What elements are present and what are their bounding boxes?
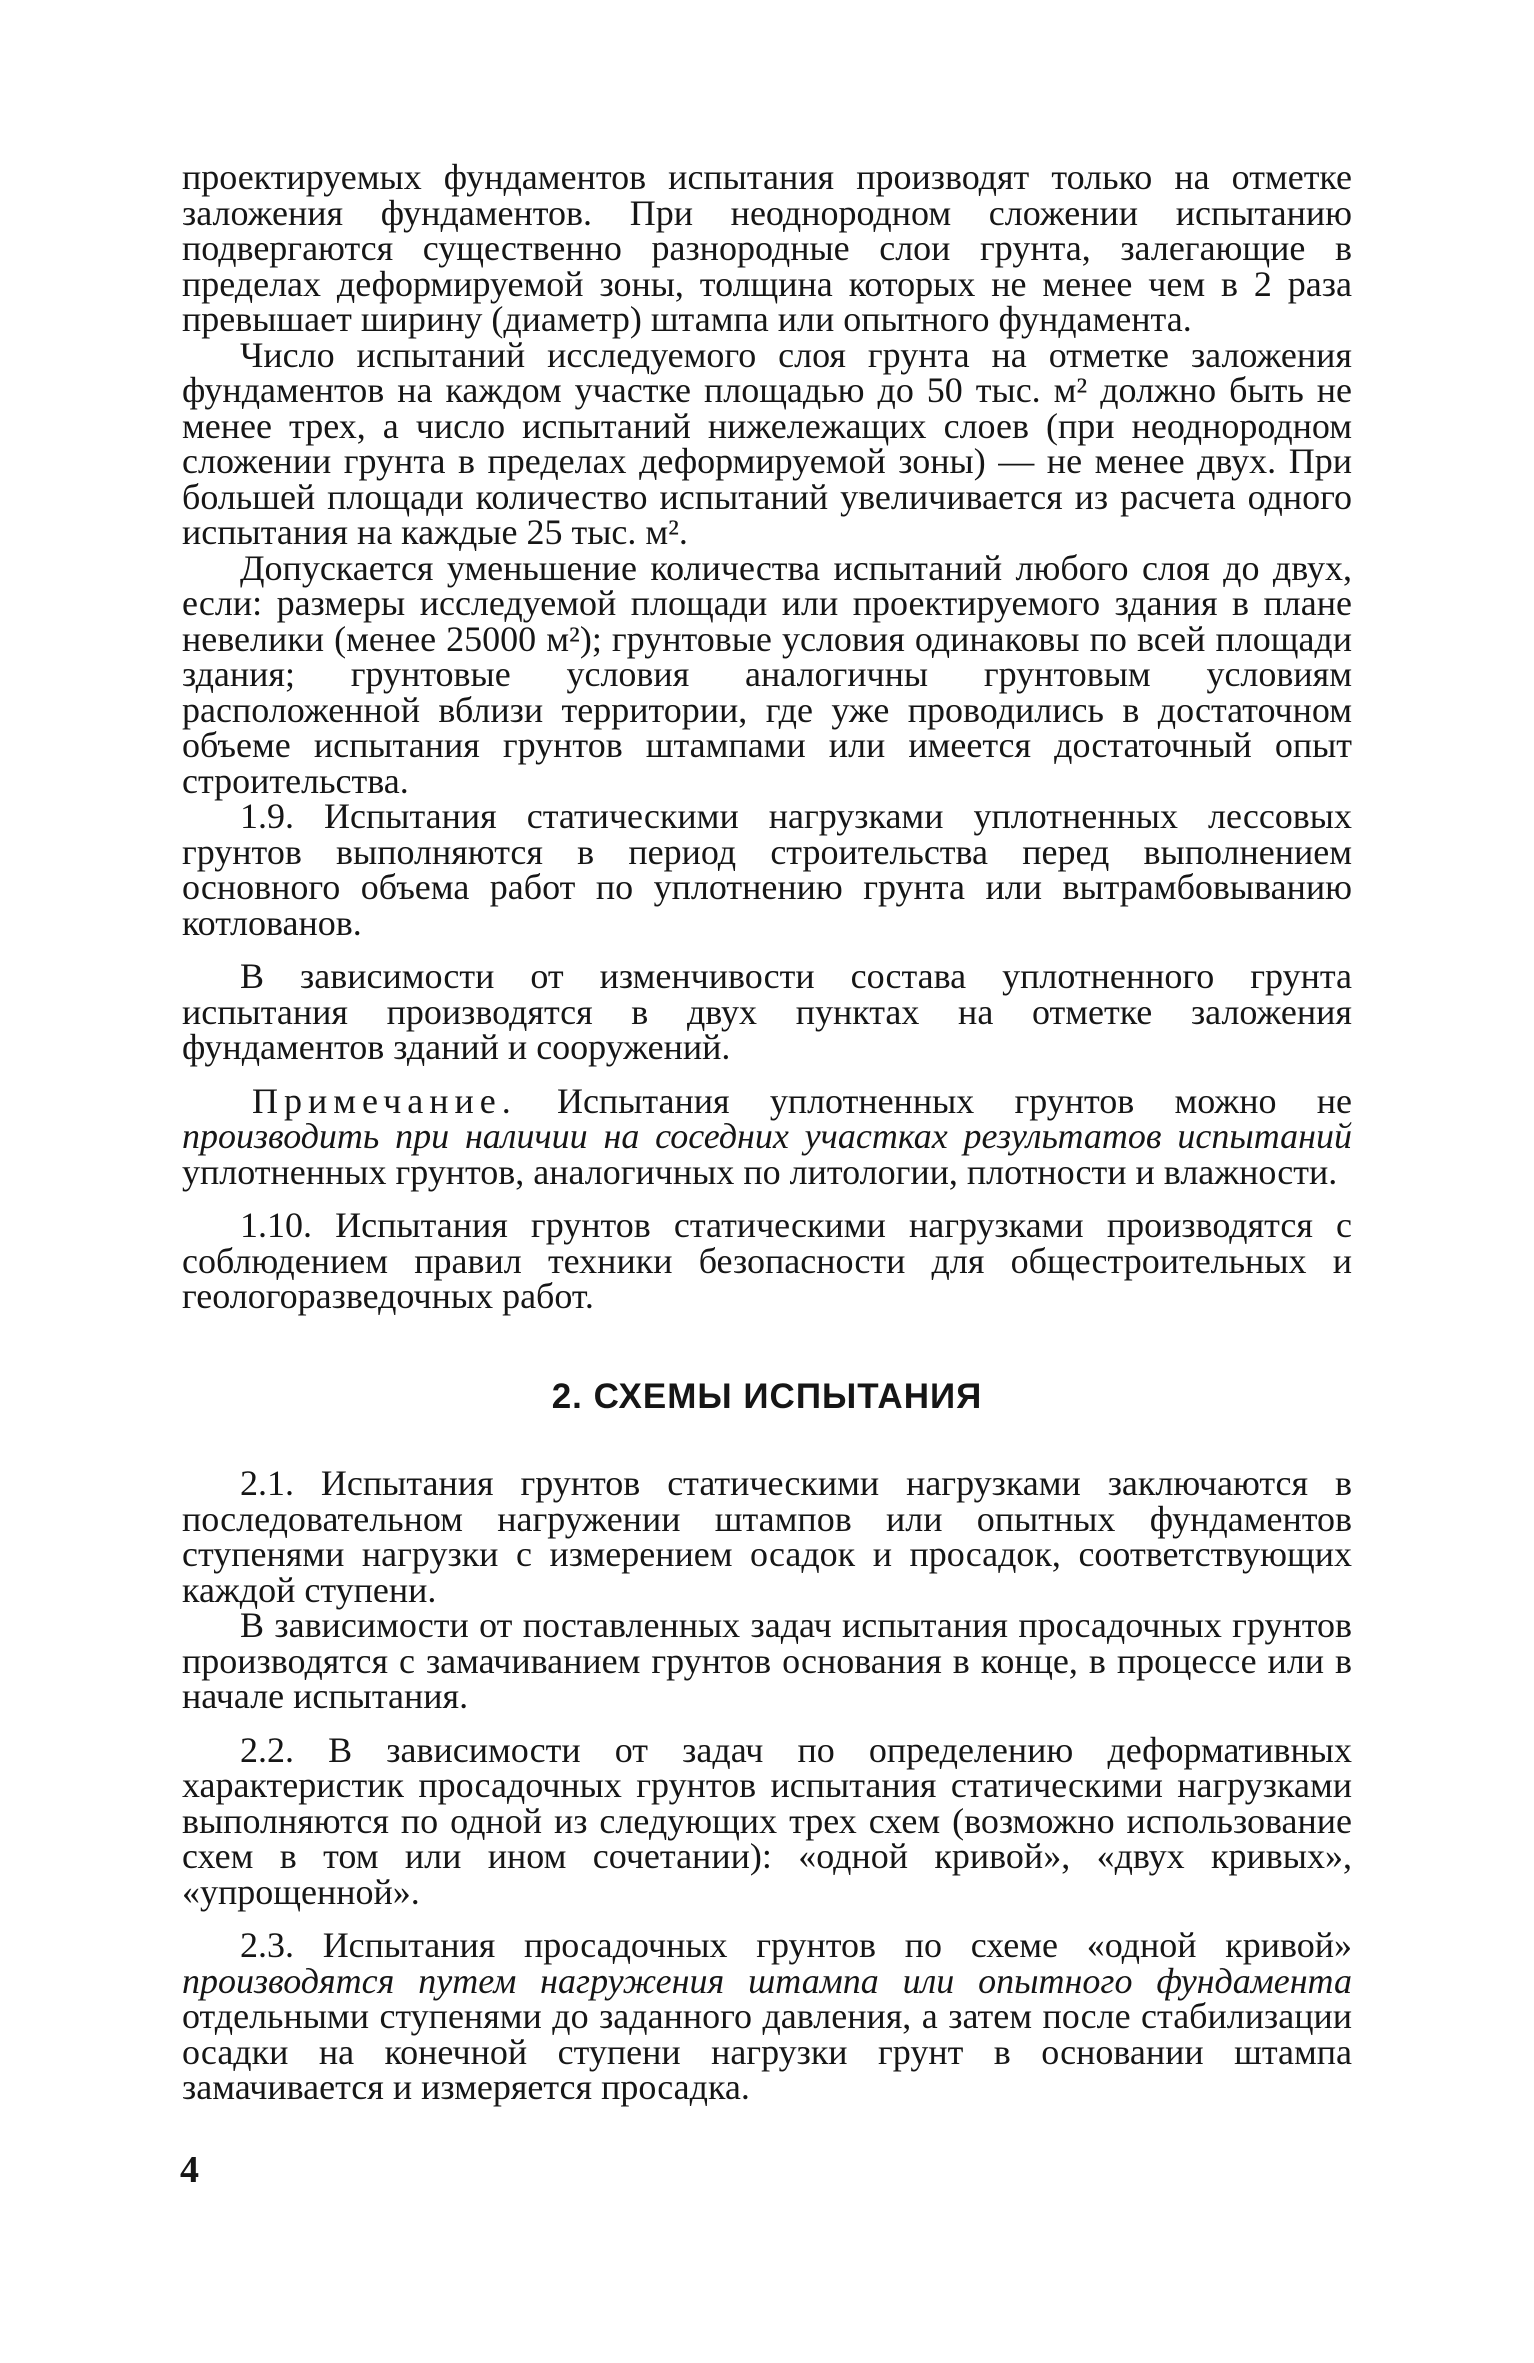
paragraph-test-count: Число испытаний исследуемого слоя грунта на отметке заложения фундаментов на каждом участке площадью до 50 тыс. м² должно быть не менее трех, а число испытаний нижележащих слоев (при неоднородном сложении грунта в пределах деформируемой зоны) — не менее двух. При большей площади количество испытаний увеличивается из расчета одного испытания на каждые 25 тыс. м².	[182, 334, 1352, 552]
section-heading: 2. СХЕМЫ ИСПЫТАНИЯ	[551, 1376, 983, 1416]
paragraph-2-3-rest: отдельными ступенями до заданного давления, а затем после стабилизации осадки на конечной ступени нагрузки грунт в основании штампа замачивается и измеряется просадка.	[182, 1996, 1352, 2107]
note-paragraph	[182, 1080, 1352, 1192]
paragraph-1-9: 1.9. Испытания статическими нагрузками уплотненных лессовых грунтов выполняются в период строительства перед выполнением основного объема работ по уплотнению грунта или вытрамбовыванию котлованов.	[182, 796, 1352, 943]
paragraph-wetting: В зависимости от поставленных задач испытания просадочных грунтов производятся с замачиванием грунтов основания в конце, в процессе или в начале испытания.	[182, 1605, 1352, 1716]
paragraph-2-3	[182, 1925, 1352, 2107]
paragraph-continuation: проектируемых фундаментов испытания производят только на отметке заложения фундаментов. При неоднородном сложении испытанию подвергаются существенно разнородные слои грунта, залегающие в пределах деформируемой зоны, толщина которых не менее чем в 2 раза превышает ширину (диаметр) штампа или опытного фундамента.	[182, 157, 1352, 339]
document-page	[182, 157, 1352, 2107]
note-text-italic: производить при наличии на соседних участках результатов испытаний	[182, 1116, 1352, 1156]
paragraph-2-3-italic: производятся путем нагружения штампа или опытного фундамента	[182, 1960, 1352, 2001]
note-text-rest: уплотненных грунтов, аналогичных по литологии, плотности и влажности.	[182, 1151, 1338, 1192]
page-number: 4	[180, 2149, 199, 2191]
note-text-upright: Испытания уплотненных грунтов можно не	[516, 1080, 1352, 1121]
paragraph-compacted-soil: В зависимости от изменчивости состава уплотненного грунта испытания производятся в двух пунктах на отметке заложения фундаментов зданий и сооружений.	[182, 956, 1352, 1067]
paragraph-2-3-start: 2.3. Испытания просадочных грунтов по схеме «одной кривой»	[240, 1925, 1352, 1965]
paragraph-2-2: 2.2. В зависимости от задач по определению деформативных характеристик просадочных грунтов испытания статическими нагрузками выполняются по одной из следующих трех схем (возможно использование схем в том или ином сочетании): «одной кривой», «двух кривых», «упрощенной».	[182, 1729, 1352, 1912]
paragraph-reduction-allowed: Допускается уменьшение количества испытаний любого слоя до двух, если: размеры исследуемой площади или проектируемого здания в плане невелики (менее 25000 м²); грунтовые условия одинаковы по всей площади здания; грунтовые условия аналогичны грунтовым условиям расположенной вблизи территории, где уже проводились в достаточном объеме испытания грунтов штампами или имеется достаточный опыт строительства.	[182, 547, 1352, 801]
paragraph-2-1: 2.1. Испытания грунтов статическими нагрузками заключаются в последовательном нагружении штампов или опытных фундаментов ступенями нагрузки с измерением осадок и просадок, соответствующих каждой ступени.	[182, 1463, 1352, 1610]
note-label: Примечание.	[252, 1080, 517, 1121]
paragraph-1-10: 1.10. Испытания грунтов статическими нагрузками производятся с соблюдением правил техники безопасности для общестроительных и геологоразведочных работ.	[182, 1205, 1352, 1316]
